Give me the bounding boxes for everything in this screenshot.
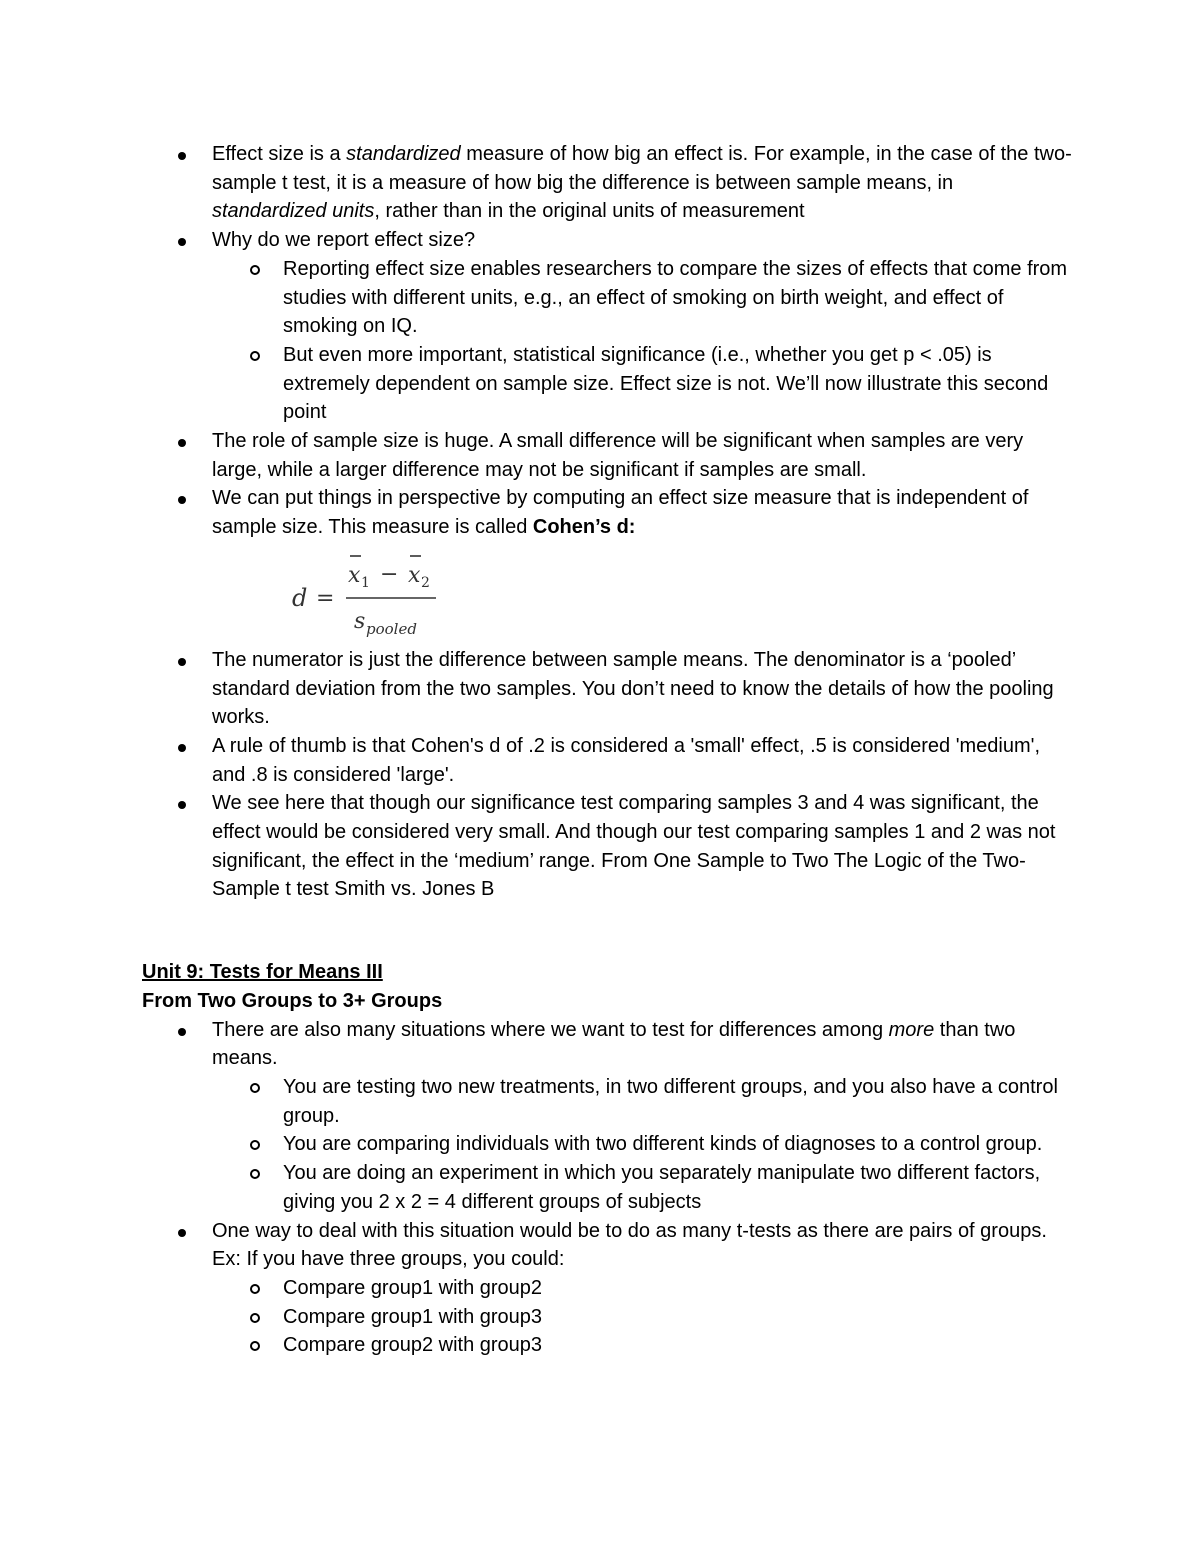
text: Compare group1 with group3 bbox=[283, 1305, 543, 1328]
list-item bbox=[142, 1016, 1072, 1073]
text: The numerator is just the difference between sample means. The denominator is a ‘pooled’ standard deviation from the two samples. You don’t need to know the details of how the pooling works. bbox=[212, 648, 1054, 729]
bold-text: Cohen’s d: bbox=[532, 516, 636, 539]
text: One way to deal with this situation would be to do as many t-tests as there are pairs of groups. Ex: If you have three groups, you could: bbox=[212, 1219, 1047, 1271]
text: Compare group1 with group2 bbox=[283, 1276, 543, 1299]
emphasis-text: standardized units bbox=[212, 200, 375, 223]
sub-list-item bbox=[142, 1130, 1072, 1159]
bullet-icon bbox=[178, 744, 186, 752]
text: measure of how big an effect is. For example, in the case of the two-sample t test, it is a measure of how big the difference is between sample means, in bbox=[212, 143, 1072, 194]
list-item bbox=[142, 226, 1072, 255]
hollow-bullet-icon bbox=[250, 1284, 260, 1294]
text: You are testing two new treatments, in two different groups, and you also have a control group. bbox=[283, 1075, 1058, 1127]
cohens-d-formula bbox=[142, 542, 1072, 646]
document-content bbox=[142, 140, 1072, 1360]
text: We can put things in perspective by computing an effect size measure that is independent of sample size. This measure is called bbox=[212, 487, 1029, 539]
bullet-icon bbox=[178, 658, 186, 666]
formula-den-sub: pooled bbox=[366, 619, 417, 638]
bullet-icon bbox=[178, 496, 186, 504]
text: We see here that though our significance test comparing samples 3 and 4 was significant, the effect would be considered very small. And though our test comparing samples 1 and 2 was not significant, the effect in the ‘medium’ range. From One Sample to Two The Logic of the Two-Sample t test Smith vs. Jones B bbox=[212, 792, 1056, 901]
emphasis-text: standardized bbox=[346, 143, 461, 165]
sub-list-item bbox=[142, 1073, 1072, 1130]
text: A rule of thumb is that Cohen's d of .2 is considered a 'small' effect, .5 is considered 'medium', and .8 is considered 'large'. bbox=[212, 734, 1041, 786]
sub-list-item bbox=[142, 1159, 1072, 1216]
text: But even more important, statistical significance (i.e., whether you get p < .05) is extremely dependent on sample size. Effect size is not. We’ll now illustrate this second point bbox=[283, 343, 1049, 424]
list-item bbox=[142, 484, 1072, 541]
list-item bbox=[142, 646, 1072, 732]
bullet-icon bbox=[178, 801, 186, 809]
hollow-bullet-icon bbox=[250, 1341, 260, 1351]
hollow-bullet-icon bbox=[250, 1083, 260, 1093]
bullet-icon bbox=[178, 439, 186, 447]
formula-num-a: x bbox=[348, 562, 361, 588]
text: You are comparing individuals with two different kinds of diagnoses to a control group. bbox=[283, 1133, 1043, 1156]
section-subheading: From Two Groups to 3+ Groups bbox=[142, 989, 443, 1012]
formula-graphic bbox=[282, 548, 452, 640]
sub-list-item bbox=[142, 1331, 1072, 1360]
bullet-icon bbox=[178, 1229, 186, 1237]
bullet-icon bbox=[178, 238, 186, 246]
hollow-bullet-icon bbox=[250, 1169, 260, 1179]
sub-list-item bbox=[142, 1303, 1072, 1332]
text: Why do we report effect size? bbox=[212, 229, 476, 252]
sub-list-item bbox=[142, 341, 1072, 427]
text: Reporting effect size enables researchers to compare the sizes of effects that come from studies with different units, e.g., an effect of smoking on birth weight, and effect of smoking on IQ. bbox=[283, 257, 1068, 338]
bullet-icon bbox=[178, 152, 186, 160]
list-item bbox=[142, 140, 1072, 226]
text: Compare group2 with group3 bbox=[283, 1334, 543, 1357]
formula-den: s bbox=[354, 608, 366, 634]
hollow-bullet-icon bbox=[250, 1313, 260, 1323]
emphasis-text: more bbox=[888, 1018, 935, 1041]
text: Effect size is a bbox=[212, 143, 347, 165]
formula-num-a-sub: 1 bbox=[361, 574, 370, 591]
text: You are doing an experiment in which you separately manipulate two different factors, giving you 2 x 2 = 4 different groups of subjects bbox=[283, 1162, 1041, 1213]
list-item bbox=[142, 732, 1072, 789]
formula-minus: − bbox=[380, 561, 399, 587]
sub-list-item bbox=[142, 255, 1072, 341]
formula-num-b-sub: 2 bbox=[421, 574, 430, 591]
list-item bbox=[142, 427, 1072, 484]
list-item bbox=[142, 789, 1072, 904]
hollow-bullet-icon bbox=[250, 351, 260, 361]
formula-num-b: x bbox=[408, 562, 421, 588]
text: There are also many situations where we want to test for differences among bbox=[212, 1018, 889, 1041]
sub-list-item bbox=[142, 1274, 1072, 1303]
list-item bbox=[142, 1217, 1072, 1274]
unit-heading: Unit 9: Tests for Means III bbox=[142, 961, 383, 984]
formula-equals: = bbox=[316, 585, 335, 611]
hollow-bullet-icon bbox=[250, 265, 260, 275]
text: than two means. bbox=[212, 1018, 1016, 1070]
hollow-bullet-icon bbox=[250, 1140, 260, 1150]
spacer bbox=[142, 904, 1072, 958]
bullet-icon bbox=[178, 1028, 186, 1036]
text: The role of sample size is huge. A small difference will be significant when samples are very large, while a larger difference may not be significant if samples are small. bbox=[212, 430, 1024, 481]
text: , rather than in the original units of measurement bbox=[374, 200, 805, 223]
formula-lhs: d bbox=[292, 583, 308, 612]
